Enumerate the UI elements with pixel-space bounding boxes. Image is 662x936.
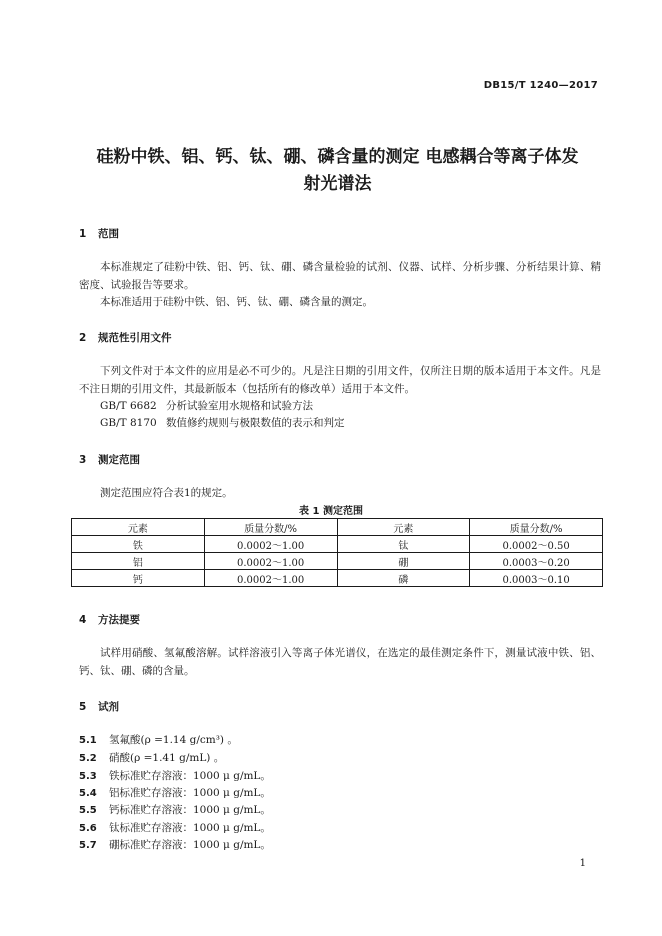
reagent-item <box>79 802 271 819</box>
reagent-text: 氢氟酸(ρ =1.14 g/cm³) 。 <box>109 734 238 746</box>
reagent-number: 5.2 <box>79 753 97 764</box>
column-header: 元素 <box>337 519 470 536</box>
scope-paragraph-1: 本标准规定了硅粉中铁、铝、钙、钛、硼、磷含量检验的试剂、仪器、试样、分析步骤、分析结果计算、精密度、试验报告等要求。 <box>79 261 601 291</box>
table-cell: 钛 <box>337 536 470 553</box>
reagent-text: 硼标准贮存溶液：1000 μ g/mL。 <box>109 839 271 851</box>
reagent-item <box>79 732 238 749</box>
reference-code: GB/T 6682 <box>100 400 157 412</box>
title-line-1: 硅粉中铁、铝、钙、钛、硼、磷含量的测定 电感耦合等离子体发 <box>96 147 579 167</box>
reagent-item <box>79 820 271 837</box>
section-title: 方法提要 <box>98 614 140 626</box>
reagent-item <box>79 768 271 785</box>
section-heading-reagents <box>79 699 119 714</box>
table-row <box>72 570 603 587</box>
reference-code: GB/T 8170 <box>100 417 157 429</box>
table-cell: 钙 <box>72 570 205 587</box>
reagent-text: 铝标准贮存溶液：1000 μ g/mL。 <box>109 787 271 799</box>
reference-title: 数值修约规则与极限数值的表示和判定 <box>166 417 345 429</box>
page-number: 1 <box>579 858 586 869</box>
section-heading-measurement-range <box>79 452 140 467</box>
reagent-number: 5.4 <box>79 788 97 799</box>
section-title: 试剂 <box>98 701 119 713</box>
table-cell: 磷 <box>337 570 470 587</box>
reagent-text: 钙标准贮存溶液：1000 μ g/mL。 <box>109 804 271 816</box>
table-cell: 铁 <box>72 536 205 553</box>
column-header: 质量分数/% <box>204 519 337 536</box>
reference-title: 分析试验室用水规格和试验方法 <box>166 400 313 412</box>
column-header: 元素 <box>72 519 205 536</box>
reagent-number: 5.6 <box>79 823 97 834</box>
reference-item <box>100 398 313 416</box>
table-header-row <box>72 519 603 536</box>
reagent-number: 5.3 <box>79 771 97 782</box>
standard-code: DB15/T 1240—2017 <box>483 80 598 91</box>
title-line-2: 射光谱法 <box>303 174 372 194</box>
table-cell: 0.0002～1.00 <box>204 553 337 570</box>
section-number: 3 <box>79 454 87 466</box>
reference-item <box>100 415 345 433</box>
table-cell: 铝 <box>72 553 205 570</box>
measurement-range-table <box>71 518 603 587</box>
column-header: 质量分数/% <box>470 519 603 536</box>
table-caption: 表 1 测定范围 <box>299 506 363 517</box>
document-title <box>60 144 615 198</box>
method-paragraph: 试样用硝酸、氢氟酸溶解。试样溶液引入等离子体光谱仪，在选定的最佳测定条件下，测量试液中铁、铝、钙、钛、硼、磷的含量。 <box>79 647 601 677</box>
range-intro: 测定范围应符合表1的规定。 <box>100 487 233 499</box>
table-cell: 0.0003～0.10 <box>470 570 603 587</box>
section-title: 规范性引用文件 <box>98 332 172 344</box>
table-cell: 0.0002～1.00 <box>204 570 337 587</box>
section-title: 范围 <box>98 228 119 240</box>
normative-paragraph: 下列文件对于本文件的应用是必不可少的。凡是注日期的引用文件，仅所注日期的版本适用于本文件。凡是不注日期的引用文件，其最新版本（包括所有的修改单）适用于本文件。 <box>79 365 601 395</box>
reagent-text: 钛标准贮存溶液：1000 μ g/mL。 <box>109 822 271 834</box>
table-cell: 0.0002～0.50 <box>470 536 603 553</box>
table-row <box>72 536 603 553</box>
section-heading-method-principle <box>79 612 140 627</box>
section-number: 1 <box>79 228 87 240</box>
scope-paragraph-2: 本标准适用于硅粉中铁、铝、钙、钛、硼、磷含量的测定。 <box>100 296 373 308</box>
reagent-number: 5.5 <box>79 805 97 816</box>
reagent-text: 硝酸(ρ =1.41 g/mL) 。 <box>109 752 225 764</box>
section-heading-scope <box>79 226 119 241</box>
reagent-item <box>79 785 271 802</box>
table-row <box>72 553 603 570</box>
section-heading-normative-references <box>79 330 172 345</box>
table-cell: 0.0003～0.20 <box>470 553 603 570</box>
reagent-number: 5.7 <box>79 840 97 851</box>
section-number: 4 <box>79 614 87 626</box>
reagent-text: 铁标准贮存溶液：1000 μ g/mL。 <box>109 770 271 782</box>
section-number: 5 <box>79 701 87 713</box>
reagent-item <box>79 750 224 767</box>
section-number: 2 <box>79 332 87 344</box>
table-cell: 硼 <box>337 553 470 570</box>
reagent-item <box>79 837 271 854</box>
table-cell: 0.0002～1.00 <box>204 536 337 553</box>
reagent-number: 5.1 <box>79 735 97 746</box>
section-title: 测定范围 <box>98 454 140 466</box>
